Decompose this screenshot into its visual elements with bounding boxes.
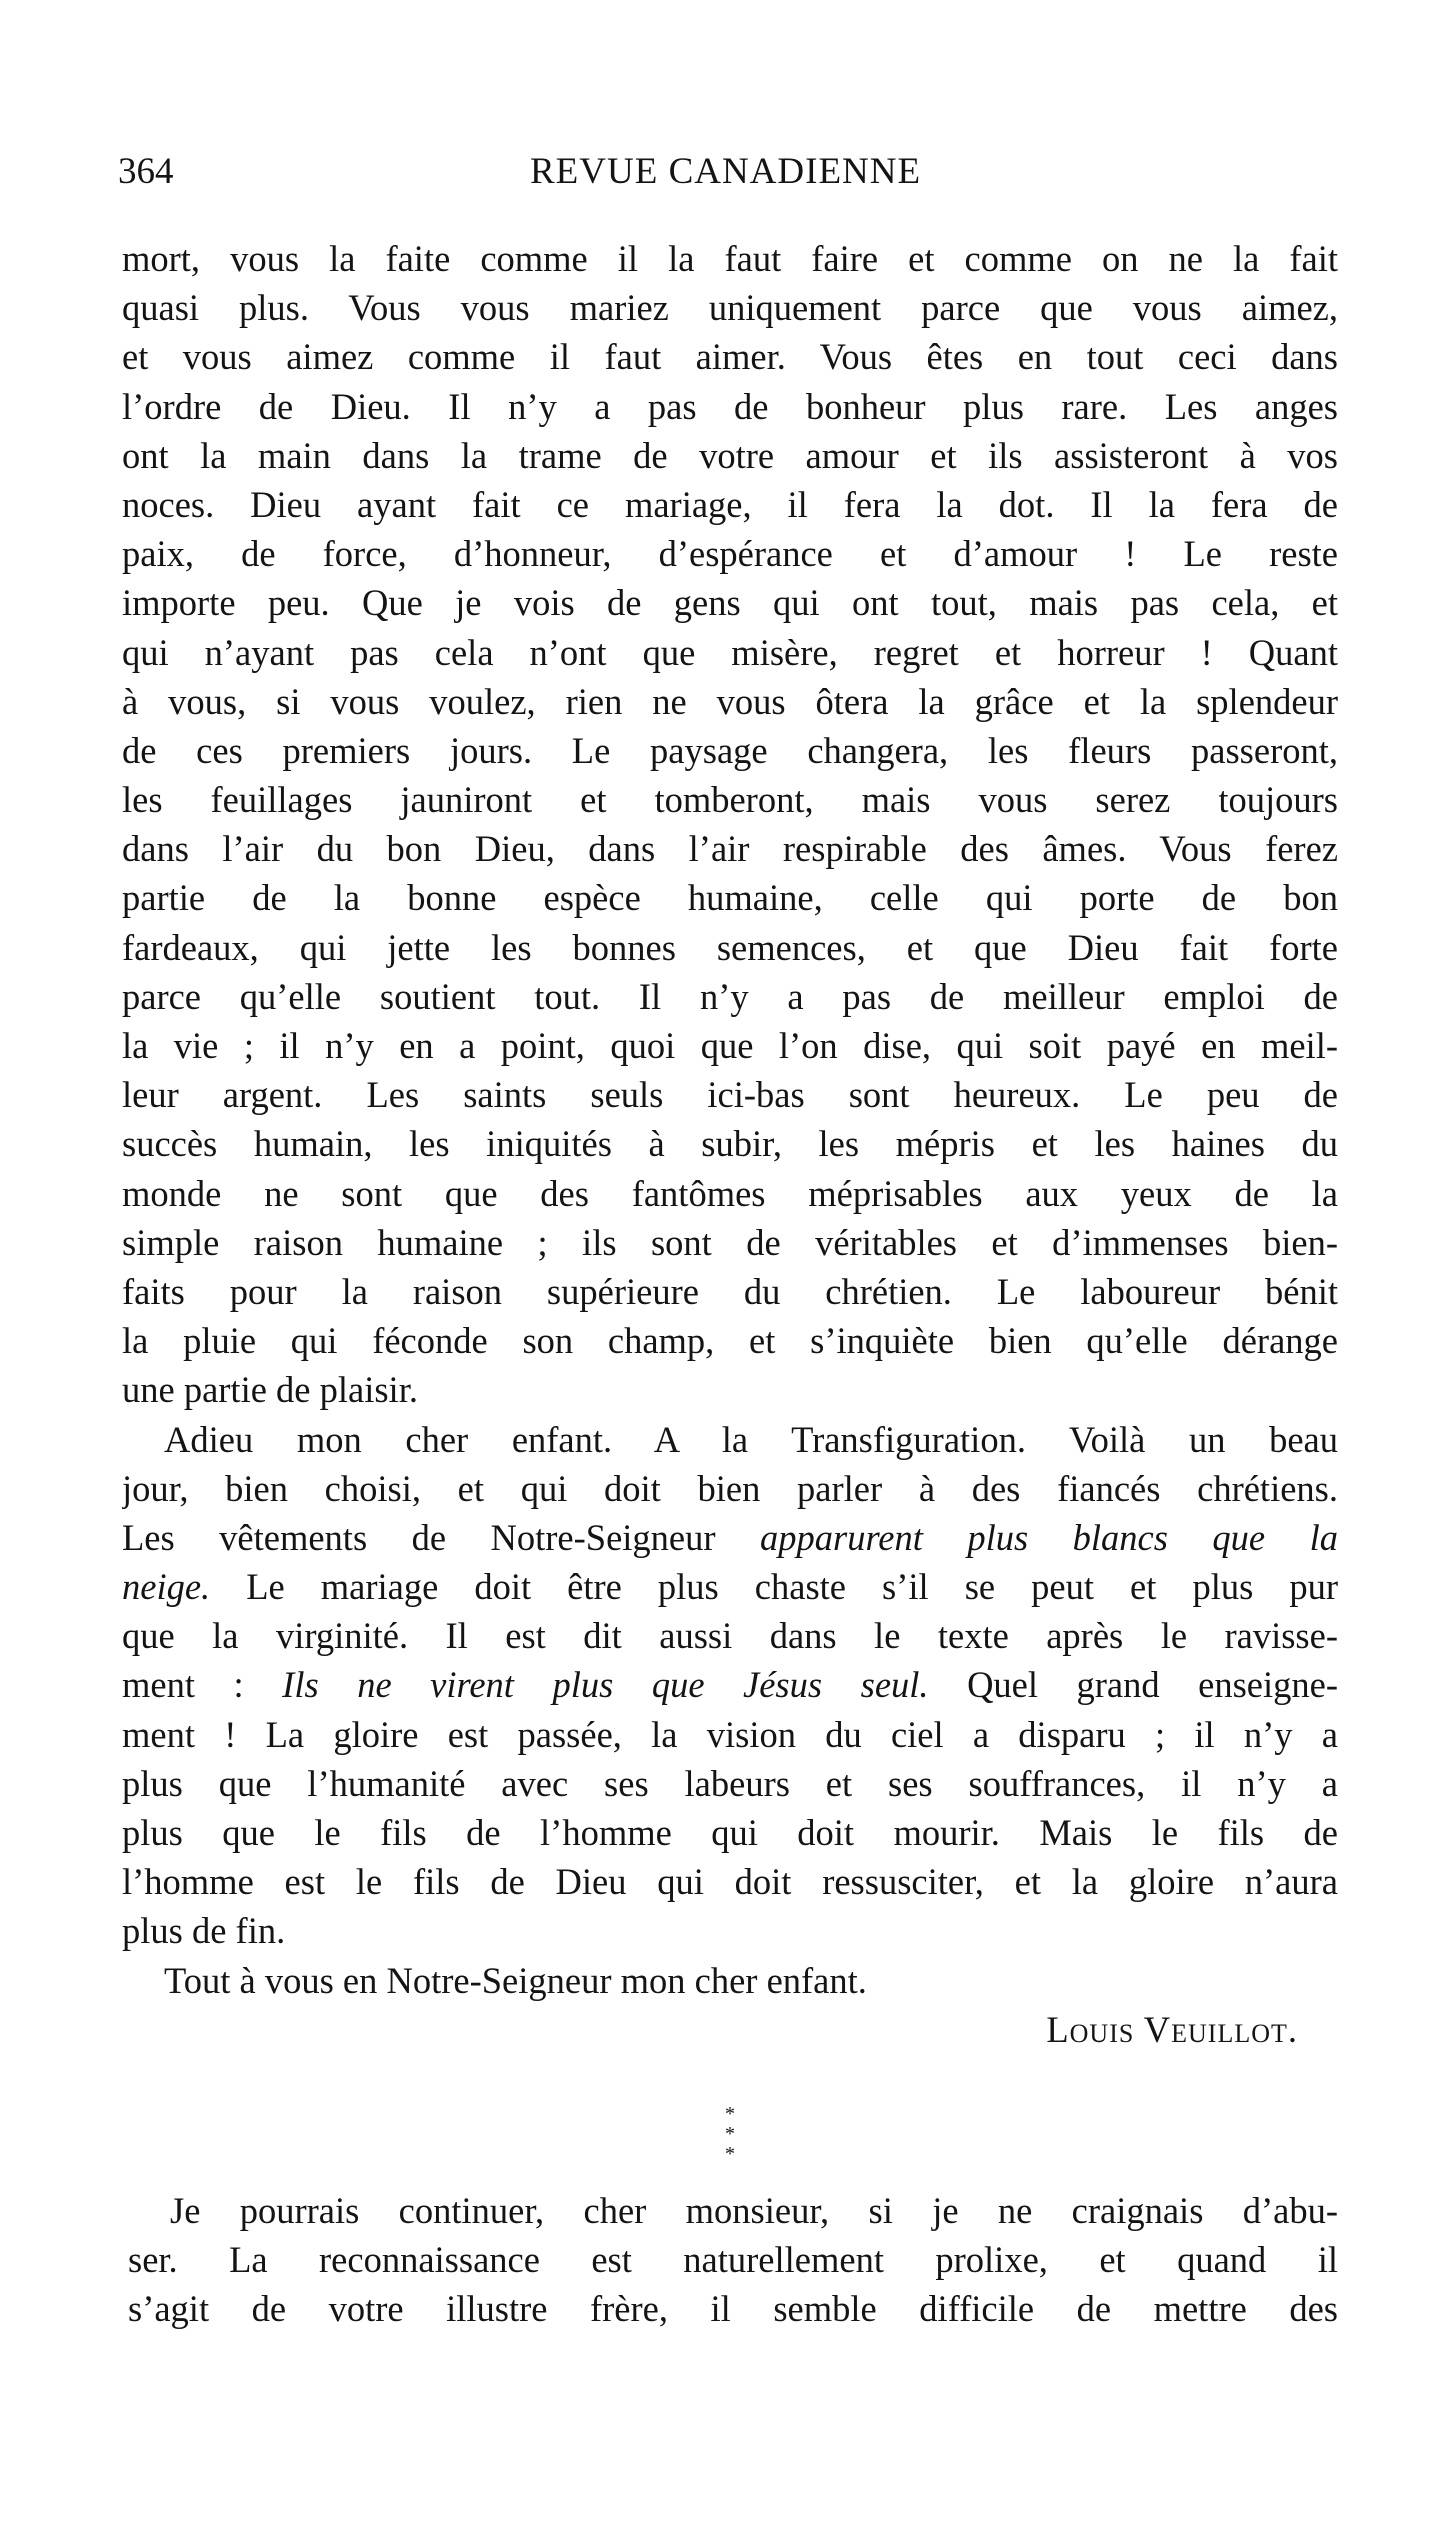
- text-line: [122, 1513, 1338, 1562]
- text-span: Quel grand enseigne-: [928, 1664, 1338, 1706]
- text-line: mort, vous la faite comme il la faut faire et comme on ne la fait: [122, 238, 1338, 279]
- text-line: plus que le fils de l’homme qui doit mourir. Mais le fils de: [122, 1812, 1338, 1853]
- italic-quote: neige.: [122, 1566, 211, 1608]
- letter-body: [122, 234, 1338, 2054]
- text-line: jour, bien choisi, et qui doit bien parler à des fiancés chrétiens.: [122, 1467, 1338, 1509]
- text-line: [122, 1562, 1338, 1611]
- text-line: de ces premiers jours. Le paysage changera, les fleurs passeront,: [122, 729, 1338, 771]
- text-line: la vie ; il n’y en a point, quoi que l’on dise, qui soit payé en meil-: [122, 1025, 1338, 1066]
- closing-line: Tout à vous en Notre-Seigneur mon cher enfant.: [164, 1959, 867, 2001]
- asterism-bottom: * *: [725, 2123, 745, 2165]
- text-line: plus de fin.: [122, 1910, 286, 1952]
- text-line: une partie de plaisir.: [122, 1369, 418, 1411]
- text-line: faits pour la raison supérieure du chrétien. Le laboureur bénit: [122, 1270, 1338, 1312]
- section-separator: [700, 2104, 760, 2164]
- text-line: paix, de force, d’honneur, d’espérance et d’amour ! Le reste: [122, 533, 1338, 575]
- page-number: 364: [118, 151, 174, 192]
- text-line: fardeaux, qui jette les bonnes semences, et que Dieu fait forte: [122, 926, 1338, 968]
- text-span: Le mariage doit être plus chaste s’il se peut et plus pur: [210, 1566, 1338, 1608]
- text-line: partie de la bonne espèce humaine, celle qui porte de bon: [122, 877, 1338, 919]
- italic-quote: apparurent plus blancs que la: [760, 1516, 1338, 1558]
- text-line: Adieu mon cher enfant. A la Transfiguration. Voilà un beau: [164, 1418, 1338, 1460]
- text-line: les feuillages jauniront et tomberont, mais vous serez toujours: [122, 779, 1338, 821]
- text-line: Je pourrais continuer, cher monsieur, si je ne craignais d’abu-: [170, 2190, 1338, 2231]
- text-line: quasi plus. Vous vous mariez uniquement parce que vous aimez,: [122, 287, 1338, 329]
- text-line: noces. Dieu ayant fait ce mariage, il fera la dot. Il la fera de: [122, 483, 1338, 525]
- asterism-top: *: [725, 2103, 735, 2125]
- italic-quote: Ils ne virent plus que Jésus seul.: [282, 1664, 929, 1706]
- running-head: REVUE CANADIENNE: [530, 151, 922, 192]
- text-span: Les vêtements de Notre-Seigneur: [122, 1516, 760, 1558]
- text-line: et vous aimez comme il faut aimer. Vous êtes en tout ceci dans: [122, 336, 1338, 378]
- text-line: ser. La reconnaissance est naturellement prolixe, et quand il: [128, 2239, 1338, 2281]
- text-line: monde ne sont que des fantômes méprisables aux yeux de la: [122, 1172, 1338, 1214]
- page-header: [118, 150, 1338, 204]
- text-line: ont la main dans la trame de votre amour et ils assisteront à vos: [122, 434, 1338, 476]
- text-line: la pluie qui féconde son champ, et s’inquiète bien qu’elle dérange: [122, 1320, 1338, 1362]
- next-section-body: [128, 2186, 1338, 2334]
- text-line: [122, 1660, 1338, 1709]
- text-line: plus que l’humanité avec ses labeurs et ses souffrances, il n’y a: [122, 1762, 1338, 1804]
- text-line: leur argent. Les saints seuls ici-bas sont heureux. Le peu de: [122, 1074, 1338, 1116]
- signature: Louis Veuillot.: [1046, 2008, 1298, 2050]
- text-line: importe peu. Que je vois de gens qui ont tout, mais pas cela, et: [122, 582, 1338, 624]
- text-line: à vous, si vous voulez, rien ne vous ôtera la grâce et la splendeur: [122, 680, 1338, 722]
- text-line: qui n’ayant pas cela n’ont que misère, regret et horreur ! Quant: [122, 631, 1338, 673]
- text-line: que la virginité. Il est dit aussi dans le texte après le ravisse-: [122, 1615, 1338, 1657]
- text-span: ment :: [122, 1664, 283, 1706]
- text-line: succès humain, les iniquités à subir, les mépris et les haines du: [122, 1123, 1338, 1165]
- text-line: l’ordre de Dieu. Il n’y a pas de bonheur plus rare. Les anges: [122, 385, 1338, 427]
- text-line: ment ! La gloire est passée, la vision du ciel a disparu ; il n’y a: [122, 1713, 1338, 1755]
- text-line: s’agit de votre illustre frère, il semble difficile de mettre des: [128, 2288, 1338, 2330]
- text-line: dans l’air du bon Dieu, dans l’air respirable des âmes. Vous ferez: [122, 828, 1338, 870]
- text-line: simple raison humaine ; ils sont de véritables et d’immenses bien-: [122, 1221, 1338, 1263]
- text-line: l’homme est le fils de Dieu qui doit ressusciter, et la gloire n’aura: [122, 1861, 1338, 1903]
- text-line: parce qu’elle soutient tout. Il n’y a pas de meilleur emploi de: [122, 975, 1338, 1017]
